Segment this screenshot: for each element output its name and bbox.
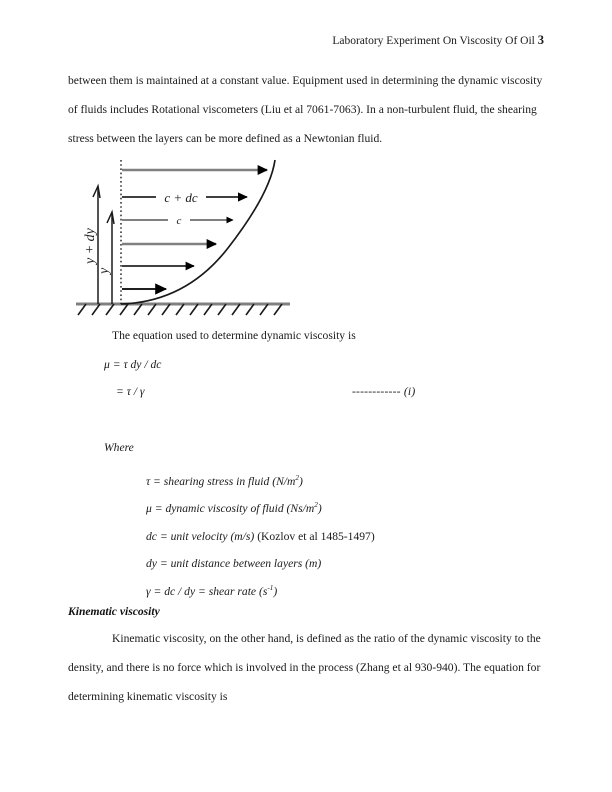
page-header	[68, 33, 544, 49]
definition-symbol: γ	[146, 584, 151, 598]
paragraph-kinematic-text: Kinematic viscosity, on the other hand, is defined as the ratio of the dynamic viscosity to the density, and there is no force which is involved in the process (Zhang et al 930-940). The equation for determining kinematic viscosity is	[68, 632, 541, 703]
definition-text: = dynamic viscosity of fluid (Ns/m	[151, 502, 315, 516]
paragraph-intro: between them is maintained at a constant value. Equipment used in determining the dynamic viscosity of fluids includes Rotational viscometers (Liu et al 7061-7063). In a non-turbulent fluid, the shearing stress between the layers can be more defined as a Newtonian fluid.	[68, 74, 543, 145]
definition-text: = shearing stress in fluid (N/m	[150, 475, 296, 488]
arrow-label-c: c	[176, 215, 182, 227]
equation-line-2: = τ / γ	[116, 385, 145, 398]
definition-text: = dc / dy = shear rate (s	[150, 584, 268, 598]
equation-dashes: ------------	[352, 385, 401, 398]
equation-lead-in: The equation used to determine dynamic viscosity is	[112, 329, 356, 342]
definition-tail: )	[317, 502, 322, 516]
definition-item	[146, 550, 546, 577]
definition-list	[146, 468, 546, 605]
running-title: Laboratory Experiment On Viscosity Of Oil	[332, 35, 535, 47]
definition-tail: )	[299, 475, 303, 488]
definition-item	[146, 495, 546, 522]
definition-symbol: dy	[146, 557, 157, 571]
equation-reference	[352, 385, 415, 398]
definition-citation: (Kozlov et al 1485-1497)	[257, 529, 375, 543]
arrow-label-c-plus-dc: c + dc	[164, 190, 198, 205]
vertical-label-y: y	[97, 267, 112, 274]
measure-inner	[107, 212, 114, 304]
definition-sup: 2	[295, 474, 299, 483]
definition-sup: -1	[267, 583, 274, 592]
definition-item	[146, 468, 546, 495]
equation-line-1: μ = τ dy / dc	[104, 358, 162, 371]
subheading-kinematic-viscosity: Kinematic viscosity	[68, 605, 160, 618]
definition-sup: 2	[314, 501, 318, 510]
definition-item	[146, 523, 546, 550]
page-number: 3	[537, 33, 544, 47]
ground-hatching	[78, 304, 282, 315]
definition-item	[146, 578, 546, 605]
velocity-profile-curve	[121, 160, 275, 304]
paragraph-kinematic	[68, 624, 546, 711]
equation-number: (i)	[403, 385, 416, 398]
definition-tail: )	[273, 584, 278, 598]
definition-text: = unit velocity (m/s)	[156, 529, 258, 543]
velocity-profile-diagram	[68, 152, 298, 324]
definition-symbol: τ	[146, 475, 151, 488]
definition-symbol: μ	[146, 502, 152, 516]
definition-text: = unit distance between layers (m)	[156, 557, 322, 571]
where-label: Where	[104, 441, 134, 454]
definition-symbol: dc	[146, 529, 157, 543]
vertical-label-y-plus-dy: y + dy	[83, 228, 98, 264]
